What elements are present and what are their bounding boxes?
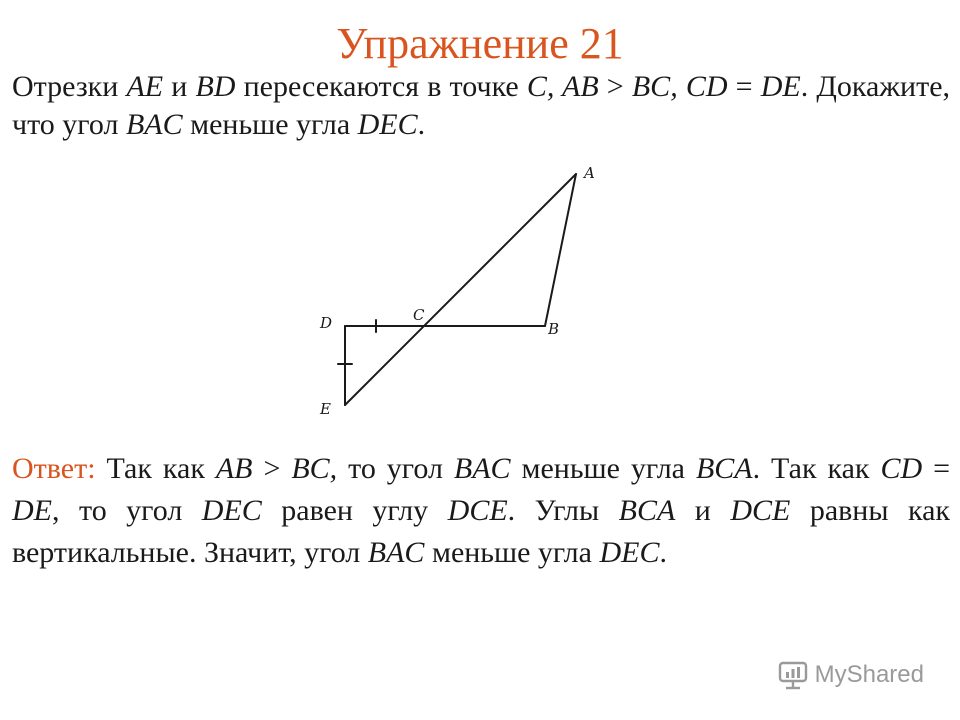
answer-text: равен углу	[261, 494, 448, 527]
problem-text: .	[417, 108, 426, 141]
answer-text: Так как	[95, 452, 216, 485]
answer-text: . Так как	[752, 452, 881, 485]
label-c: C	[413, 306, 425, 324]
answer-text: меньше угла	[424, 536, 600, 569]
answer-var: BAC	[367, 536, 425, 569]
exercise-title: Упражнение 21	[336, 19, 624, 68]
answer-label: Ответ:	[12, 452, 96, 485]
answer-var: BC,	[291, 452, 338, 485]
myshared-watermark	[777, 660, 924, 690]
answer-var: BCA	[695, 452, 753, 485]
bc-cd: BC, CD	[631, 70, 728, 103]
answer-text: , то угол	[52, 494, 202, 527]
problem-text: Отрезки	[12, 70, 127, 103]
problem-text: меньше угла	[182, 108, 358, 141]
point-c-ab: C, AB	[526, 70, 599, 103]
answer-var: AB	[215, 452, 253, 485]
answer-text: и	[675, 494, 731, 527]
segment-ab-line	[545, 174, 576, 326]
geometry-figure	[300, 150, 620, 430]
segment-ae: AE	[126, 70, 164, 103]
segment-de: DE	[760, 70, 801, 103]
geometry-diagram	[300, 150, 620, 430]
label-e: E	[320, 400, 331, 418]
answer-block	[12, 448, 950, 574]
label-d: D	[320, 314, 333, 332]
answer-text: равны как вертикальные. Значит, угол	[12, 494, 951, 569]
answer-text: . Углы	[507, 494, 619, 527]
problem-text: =	[727, 70, 761, 103]
answer-text: =	[922, 452, 950, 485]
answer-text: .	[659, 536, 667, 569]
answer-text: меньше угла	[510, 452, 696, 485]
answer-text: то угол	[337, 452, 454, 485]
presentation-board-icon	[777, 660, 809, 690]
answer-var: CD	[880, 452, 923, 485]
problem-text: и	[163, 70, 196, 103]
answer-var: DE	[12, 494, 52, 527]
answer-var: DCE	[730, 494, 791, 527]
answer-var: DEC	[599, 536, 660, 569]
segment-ae-line	[345, 174, 576, 405]
problem-text: >	[598, 70, 632, 103]
answer-var: BCA	[618, 494, 676, 527]
angle-bac: BAC	[125, 108, 183, 141]
answer-var: BAC	[453, 452, 511, 485]
problem-text: пересекаются в точке	[235, 70, 527, 103]
answer-text: >	[252, 452, 292, 485]
brand-name: MyShared	[814, 661, 924, 688]
answer-var: DEC	[201, 494, 262, 527]
segment-bd: BD	[195, 70, 236, 103]
angle-dec: DEC	[357, 108, 418, 141]
problem-text: . Докажите, что угол	[12, 70, 951, 141]
problem-statement	[12, 68, 950, 144]
label-b: B	[548, 320, 560, 338]
answer-var: DCE	[447, 494, 508, 527]
label-a: A	[584, 164, 595, 182]
